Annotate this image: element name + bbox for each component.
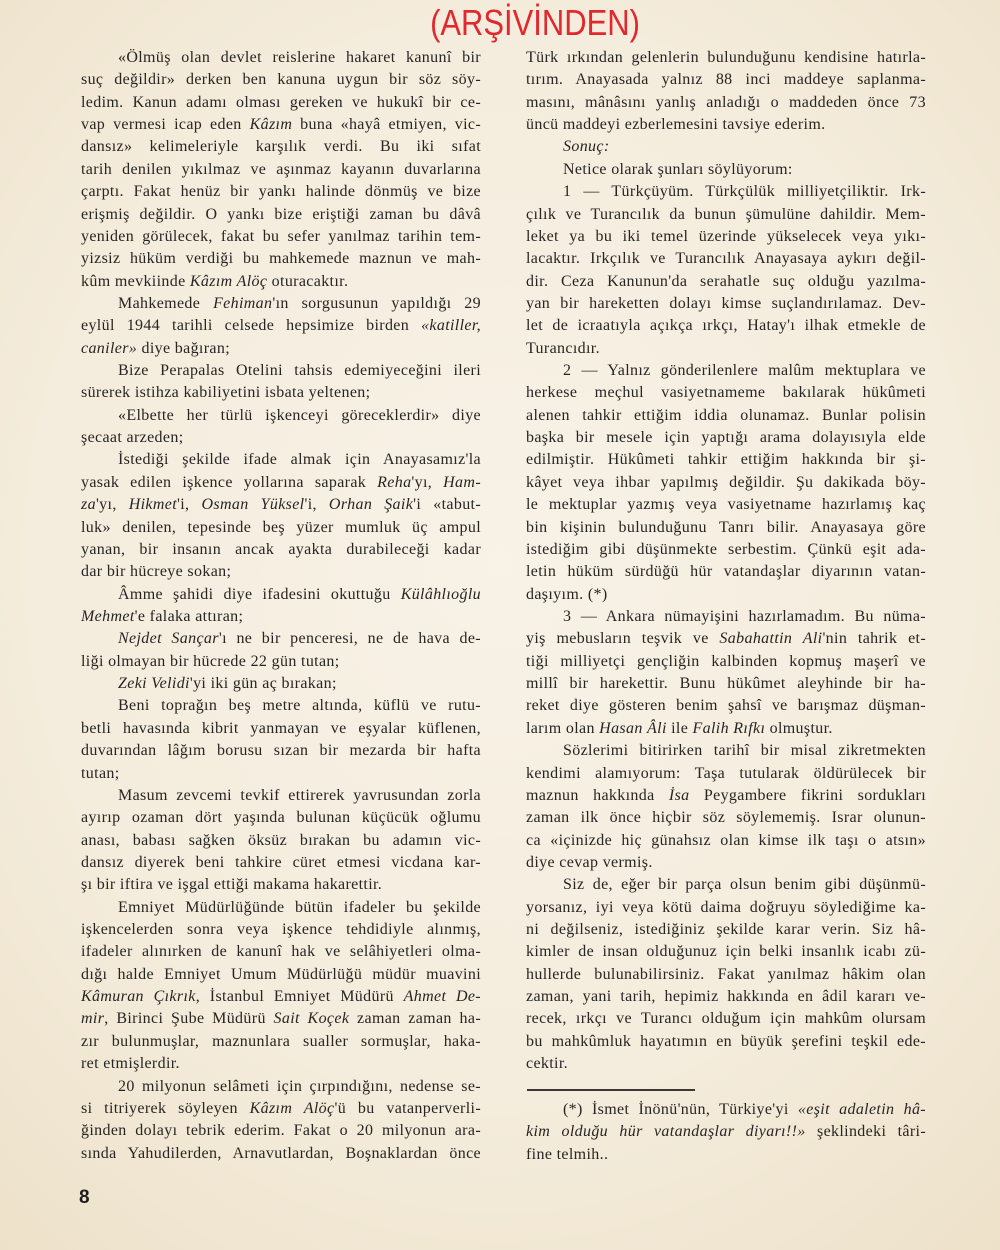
italic-text: mir [81,1010,105,1028]
text-segment: olmuştur. [765,719,833,737]
text-line: lacaktır. Irkçılık ve Turancılık Anayasaya aykırı değil- [526,250,926,268]
text-segment: 'ın sorgusunun yapıldığı 29 [272,294,481,312]
paragraph [526,606,926,740]
italic-text: Sait Koçek [273,1010,350,1028]
text-line: ledim. Kanun adamı olması gereken ve hukukî bir ce- [81,93,481,111]
text-line: çılık ve Turancılık da bunun şümulüne dahildir. Mem- [526,205,926,223]
text-line: herkese meçhul vasiyetnameme bakılarak hükûmeti [526,384,926,402]
italic-text: Falih Rıfkı [692,719,766,737]
text-line: 2 — Yalnız gönderilenlere malûm mektuplara ve [563,362,926,380]
text-line: yan bir hareketten dolayı kimse suçlandırılamaz. Dev- [526,294,926,312]
text-line [81,986,481,1008]
text-segment: (*) İsmet İnönü'nün, Türkiye'yi [563,1101,798,1118]
italic-text: za [81,496,96,514]
text-segment: Peygambere fikrini sordukları [689,786,926,804]
text-line: 20 milyonun selâmeti için çırpındığını, nedense se- [118,1077,481,1095]
text-line: ayırıp ozaman dört yaşında bulunan küçücük oğlumu [81,809,481,827]
text-line [81,1098,481,1120]
text-line: kimler de insan olduğunuz için belki insanlık icabı zü- [526,943,926,961]
text-segment: 'i, [177,496,202,514]
text-line: Masum zevcemi tevkif ettirerek yavrusundan zorla [118,786,481,804]
text-line [526,1099,926,1121]
text-line: millî bir harekettir. Bunu hükûmet aleyhinde bir ha- [526,675,926,693]
text-line: Netice olarak şunları söylüyorum: [563,160,793,178]
italic-text: Nejdet Sançar [118,630,219,648]
italic-text: Ham- [443,473,481,491]
italic-text: Fehiman [213,294,273,312]
paragraph [81,47,481,293]
text-line: luk» denilen, tepesinde beş yüzer mumluk üç ampul [81,518,481,536]
paragraph [81,673,481,695]
footnote-separator [527,1089,695,1091]
text-line: erişmiş değildir. O yankı bize eriştiği zaman bu dâvâ [81,205,481,223]
text-segment: 'ı ne bir penceresi, ne de hava de- [218,630,481,648]
text-segment: , İstanbul Emniyet Müdürü [195,988,404,1006]
text-line: tutan; [81,764,120,782]
paragraph [81,449,481,583]
text-line: duvarından lâğım borusu sızan bir mezarda bir hafta [81,742,481,760]
paragraph [81,785,481,897]
text-line: le mektuplar yazmış veya vasiyetname hazırlamış kaç [526,496,926,514]
text-segment: Mahkemede [118,294,214,312]
text-line [526,136,926,158]
text-line: bu mahkûmluk hayatımın en büyük şerefini teşkil ede- [526,1032,926,1050]
text-line: şecaat arzeden; [81,429,184,447]
text-segment: diye bağıran; [137,339,230,357]
text-segment: 'yı, [411,473,444,491]
text-line: cektir. [526,1055,568,1073]
text-line [81,1008,481,1030]
text-line: liği olmayan bir hücrede 22 gün tutan; [81,652,340,670]
paragraph [81,1076,481,1165]
text-line: recek, ırkçı ve Turancı olduğum için mahkûm olursam [526,1010,926,1028]
text-line: zaman, yani tarih, hepimiz hakkında en âdil kararı ve- [526,988,926,1006]
text-line: suç değildir» derken ben kanuna uygun bir söz söy- [81,71,481,89]
paragraph [81,293,481,360]
text-line [81,494,481,516]
text-line [81,673,481,695]
italic-text: Sonuç: [563,138,610,156]
text-segment: larım olan [526,719,600,737]
text-line [81,606,481,628]
text-line: ifadeler alınırken de kanunî hak ve selâhiyetleri olma- [81,943,481,961]
text-line: «Ölmüş olan devlet reislerine hakaret kanunî bir [118,49,481,66]
italic-text: İsa [668,786,690,804]
text-line: tiği milliyetçi gençliğin kalbinden kopmuş maşerî ve [526,652,926,670]
text-line [526,1121,926,1143]
text-segment: zaman zaman ha- [349,1010,481,1028]
text-segment: 'yı, [95,496,129,514]
text-segment: 'ü bu vatanperverli- [334,1099,481,1117]
paragraph [526,360,926,606]
text-line [81,584,481,606]
text-line: fine telmih.. [526,1145,609,1163]
italic-text: Ahmet De- [403,988,481,1006]
italic-text: Hasan Âli [599,719,667,737]
text-line: betli havasında kibrit yanmayan ve eşyalar küflenen, [81,719,481,737]
italic-text: Osman Yüksel [201,496,305,514]
paragraph [81,695,481,784]
text-segment: 'i, [304,496,329,514]
text-segment: 'i «tabut- [413,496,481,514]
text-line [81,338,481,360]
text-segment: ile [666,719,693,737]
italic-text: Kâzım Alöç [189,272,268,290]
italic-text: kim olduğu hür vatandaşlar diyarı!!» [526,1123,806,1141]
text-line: letin hüküm sürdüğü hür vatandaşlar diyarının vatan- [526,563,926,581]
text-line: Beni toprağın beş metre altında, küflü ve rutu- [118,697,481,715]
paragraph [526,136,926,158]
text-segment: kûm mevkiinde [81,272,190,290]
text-segment: si titriyerek söyleyen [81,1099,250,1117]
text-line: sürerek istihza kabiliyetini isbata yeltenen; [81,384,371,402]
italic-text: Hikmet [128,496,178,514]
italic-text: Kâzım Alöç [249,1099,335,1117]
archive-title-text: (ARŞİVİNDEN) [430,2,640,43]
text-segment: 'yi iki gün aç bırakan; [189,675,337,693]
paragraph [81,584,481,629]
text-line [81,315,481,337]
text-line: işkencelerden sonra veya işkence tehdidiyle alınmış, [81,921,481,939]
text-line: zaman ilk önce hiçbir söz söylememiş. Israr olunun- [526,809,926,827]
text-line: anası, babası sağken öksüz bırakan bu adamın vic- [81,831,481,849]
text-line: «Elbette her türlü işkenceyi göreceklerdir» diye [118,406,481,424]
text-line: dar bir hücreye sokan; [81,563,232,581]
text-segment: vap vermesi icap eden [81,116,250,134]
text-segment: buna «hayâ etmiyen, vic- [292,116,481,134]
text-line: diye cevap vermiş. [526,853,653,871]
text-line: 1 — Türkçüyüm. Türkçülük milliyetçiliktir. Irk- [563,183,926,201]
text-line: tarih denilen yıkılmaz ve aşınmaz kayanın duvarlarına [81,160,481,178]
text-line: İstediği şekilde ifade almak için Anayasamız'la [118,451,481,469]
text-line: ca «içinizde hiç günahsız olan kimse ilk taşı o atsın» [526,831,926,849]
text-line [81,472,481,494]
text-line: yeniden görülecek, fakat bu sefer yanılmaz tarihin tem- [81,227,481,245]
text-line: kendimi alamıyorum: Taşa tutularak öldürülecek bir [526,764,926,782]
italic-text: Mehmet [81,607,135,625]
italic-text: Külâhlıoğlu [400,585,481,603]
text-segment: , Birinci Şube Müdürü [104,1010,274,1028]
text-segment: Âmme şahidi diye ifadesini okuttuğu [118,585,401,603]
paragraph [81,405,481,450]
text-line [81,293,481,315]
left-column [81,47,481,1165]
text-line: dir. Ceza Kanunun'da serahatle suç olduğu yazılma- [526,272,926,290]
text-segment: şeklindeki târi- [805,1123,926,1141]
paragraph [526,181,926,360]
paragraph [81,897,481,1076]
paragraph [526,740,926,874]
footnote [526,1099,926,1166]
text-line: başka bir mesele için yaptığı arama dolayısıyla elde [526,429,926,447]
text-line [526,718,926,740]
italic-text: Reha [377,473,412,491]
italic-text: Sabahattin Ali [719,630,823,648]
page-number: 8 [79,1187,90,1208]
paragraph [81,628,481,673]
italic-text: caniler» [81,339,138,357]
text-line: let de icraatıyla açıkça ırkçı, Hatay'ı ilhak etmekle de [526,317,926,335]
text-line: Sözlerimi bitirirken tarihî bir misal zikretmekten [563,742,926,760]
text-line: hullerde bulunabilirsiniz. Fakat yanılmaz hâkim olan [526,965,926,983]
text-segment: yasak edilen işkence yollarına saparak [81,473,378,491]
text-line: ğinden dolayı tebrik ederim. Fakat o 20 milyonun ara- [81,1122,481,1140]
paragraph [81,360,481,405]
text-segment: 'nin tahrik et- [822,630,926,648]
text-line: yanan, bir insanın ancak ayakta durabileceği kadar [81,540,481,558]
text-segment: maznun hakkında [526,786,669,804]
text-line: Türk ırkından gelenlerin bulunduğunu kendisine hatırla- [526,49,926,66]
text-line [526,628,926,650]
text-line: Siz de, eğer bir parça olsun benim gibi düşünmü- [563,876,926,894]
right-column [526,47,926,1076]
paragraph [526,159,926,181]
text-segment: eylül 1944 tarihli celsede hepsimize birden [81,317,422,335]
italic-text: Zeki Velidi [118,675,190,693]
text-line: alenen tahkir ettiğim iddia olunamaz. Bunlar polisin [526,406,926,424]
text-line: daşıyım. (*) [526,585,608,603]
text-segment: oturacaktır. [267,272,349,290]
text-line: yorsanız, iyi veya kötü daima doğruyu söylediğime ka- [526,898,926,916]
text-line: kâyet veya ihbar yapılmış değildir. Şu dakikada böy- [526,473,926,491]
text-line [81,628,481,650]
text-line: bin kişinin bulunduğunu Tanrı bilir. Anayasaya göre [526,518,926,536]
paragraph [526,874,926,1075]
text-segment: yiş mebusların teşvik ve [526,630,720,648]
text-line: Bize Perapalas Otelini tahsis edemiyeceğini ileri [118,362,481,380]
text-line: çarptı. Fakat henüz bir yankı halinde dönmüş ve bize [81,183,481,201]
text-line: yizsiz hüküm verdiği bu mahkemede maznun ve mah- [81,250,481,268]
text-line: zır bulunmuşlar, maznunlara sualler sormuşlar, haka- [81,1032,481,1050]
italic-text: «eşit adaletin hâ- [797,1101,926,1118]
paragraph [526,47,926,136]
text-line: ni değilseniz, istediğiniz şekilde karar verin. Siz hâ- [526,921,926,939]
italic-text: Orhan Şaik [328,496,414,514]
text-line [81,114,481,136]
text-line: dığı halde Emniyet Umum Müdürlüğü müdür muavini [81,965,481,983]
text-line: leket ya bu iki temel üzerinde yükselecek veya yıkı- [526,227,926,245]
text-line: reket diye gösteren benim şahsî ve barışmaz düşman- [526,697,926,715]
text-line: üncü maddeyi ezberlemesini tavsiye ederim. [526,116,826,134]
text-line [526,785,926,807]
text-line: tırım. Anayasada yalnız 88 inci maddeye saplanma- [526,71,926,89]
italic-text: Kâzım [249,116,293,134]
archive-title [400,1,670,45]
text-line: istediğim gibi düşünmekte serbestim. Çünkü eşit ada- [526,540,926,558]
text-line: 3 — Ankara nümayişini hazırlamadım. Bu nüma- [563,607,926,625]
text-segment: 'e falaka attıran; [134,607,244,625]
text-line: masını, mânâsını yanlış anladığı o maddeden önce 73 [526,93,926,111]
text-line: Turancıdır. [526,339,600,357]
italic-text: Kâmuran Çıkrık [81,988,196,1006]
text-line: dansız» kelimeleriyle karşılık verdi. Bu iki sıfat [81,138,481,156]
text-line: sında Yahudilerden, Arnavutlardan, Boşnaklardan önce [81,1144,481,1162]
text-line: edilmiştir. Hükûmeti tahkir ettiğim hakkında bir şi- [526,451,926,469]
text-line: ret etmişlerdir. [81,1055,180,1073]
text-line: Emniyet Müdürlüğünde bütün ifadeler bu şekilde [118,898,481,916]
text-line: şı bir iftira ve işgal ettiği makama hakarettir. [81,876,383,894]
text-line: dansız diyerek beni tahkire cüret etmesi vicdana kar- [81,853,481,871]
italic-text: «katiller, [421,317,481,335]
text-line [81,271,481,293]
